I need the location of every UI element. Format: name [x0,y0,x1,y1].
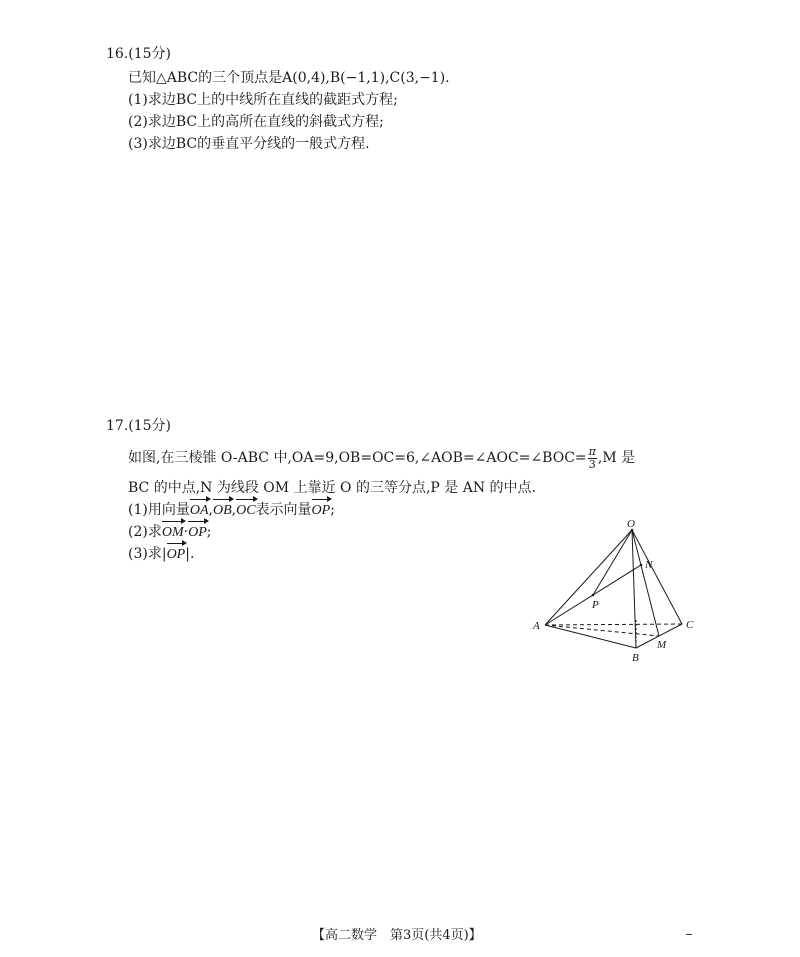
q17-stem-mid: O-ABC 中,OA=9,OB=OC=6,∠AOB=∠AOC=∠BOC= [220,450,587,466]
vector-op: OP [312,501,331,521]
q16-header: 16.(15分) [106,46,172,62]
q16-part2: (2)求边BC上的高所在直线的斜截式方程; [128,114,384,130]
q16-stem: 已知△ABC的三个顶点是A(0,4),B(−1,1),C(3,−1). [128,70,450,86]
page-footer: 【高二数学 第3页(共4页)】 [312,928,482,943]
q17-part1-end: ; [330,502,335,518]
vector-op-2: OP [188,523,207,543]
fraction-numerator: π [588,444,596,458]
edge-ob [632,530,636,648]
q16-part3: (3)求边BC的垂直平分线的一般式方程. [128,136,370,152]
label-n: N [645,559,653,571]
q17-part3 [128,544,194,565]
label-p: P [592,599,599,611]
vector-om: OM [162,523,184,543]
label-b: B [632,652,639,664]
vector-op-3: OP [167,545,186,565]
label-c: C [686,619,694,631]
label-o: O [627,518,635,530]
segment-op [593,530,632,595]
q17-stem-pre: 如图,在三棱锥 [128,450,217,466]
point-p [592,594,595,597]
fraction-denominator: 3 [588,457,596,471]
edge-ab [545,625,636,648]
q17-part1-pre: (1)用向量 [128,502,190,518]
q17-part2-end: ; [206,524,212,540]
edge-oc [632,530,682,624]
edge-oa [545,530,632,625]
q17-header: 17.(15分) [106,418,172,434]
segment-am-hidden [545,625,659,636]
vector-ob: OB [213,501,232,521]
pi-over-3-fraction [588,446,597,471]
q17-part3-end: |. [185,546,195,562]
edge-ac-hidden [545,624,682,625]
q17-stem-line2: BC 的中点,N 为线段 OM 上靠近 O 的三等分点,P 是 AN 的中点. [128,480,536,496]
q17-part1: (1)用向量OA,OB,OC表示向量OP; [128,500,335,521]
q17-part2 [128,522,211,543]
q17-part2-pre: (2)求 [128,524,162,540]
q16-part1: (1)求边BC上的中线所在直线的截距式方程; [128,92,398,108]
vector-oa: OA [190,501,209,521]
label-m: M [657,639,667,651]
q17-part3-pre: (3)求| [128,546,167,562]
q17-stem-line1 [128,444,635,472]
dot-product-symbol: · [183,524,189,540]
label-a: A [533,620,540,632]
footer-mark [686,934,692,935]
q17-part1-post: 表示向量 [255,502,312,518]
vector-oc: OC [236,501,255,521]
pyramid-figure [530,515,705,665]
q17-stem-post: ,M 是 [597,450,636,466]
point-n [640,564,643,567]
